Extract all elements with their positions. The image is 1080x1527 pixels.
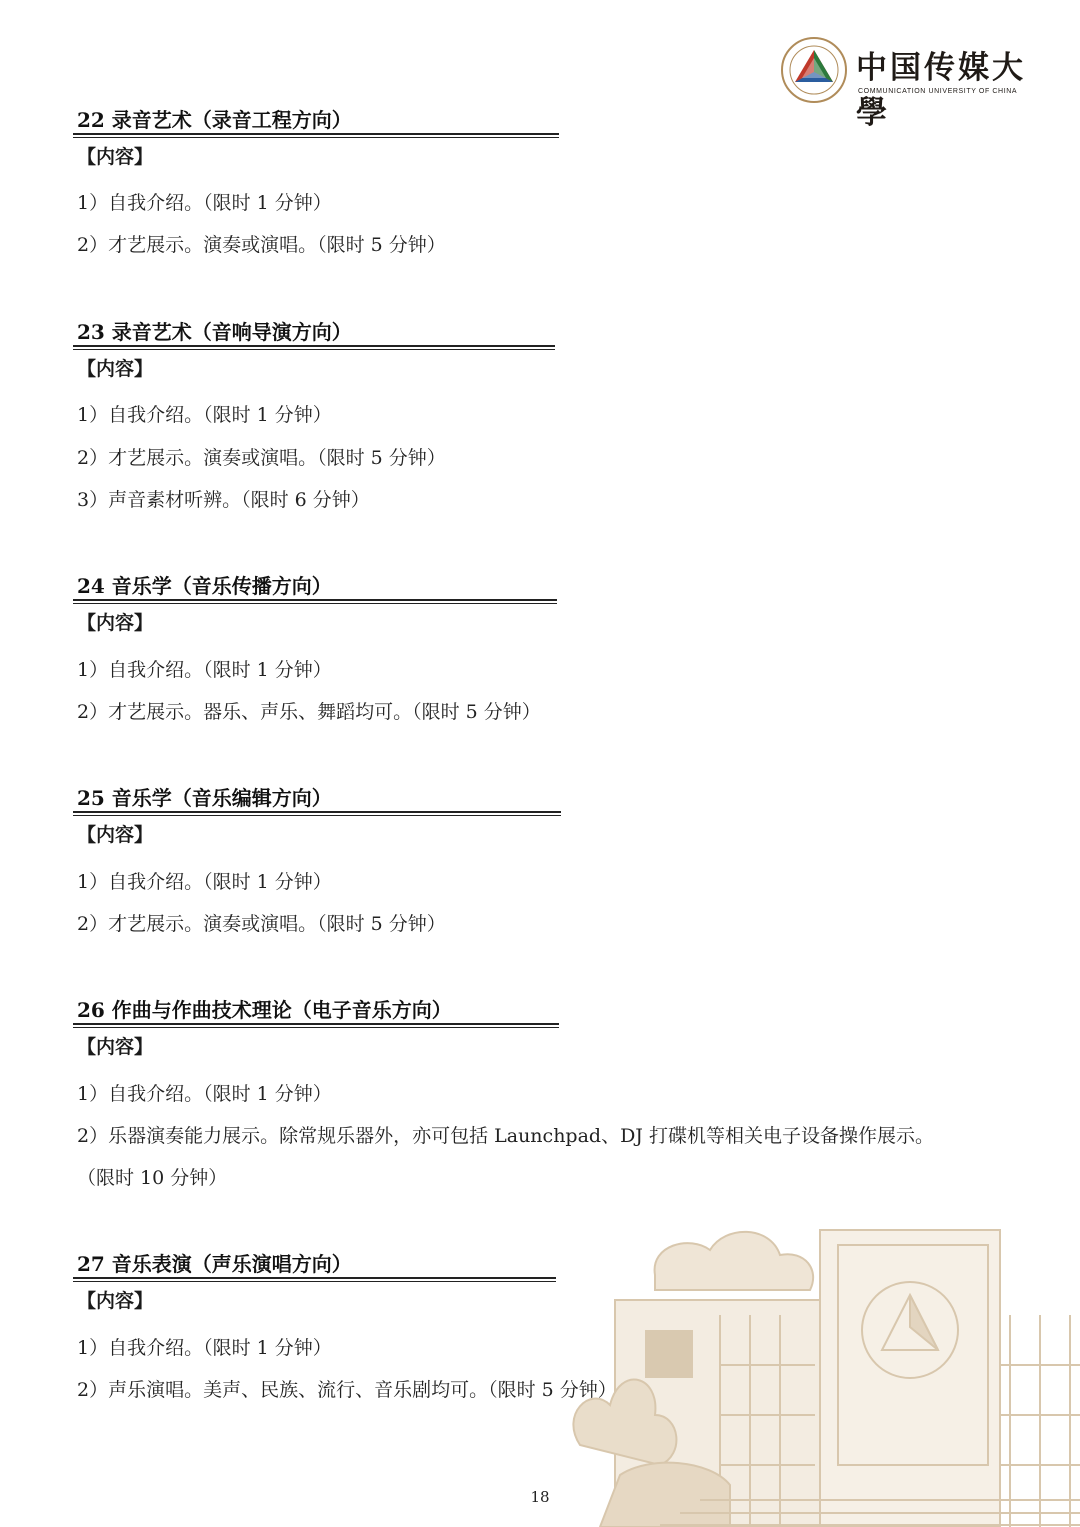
- logo-english-name: COMMUNICATION UNIVERSITY OF CHINA: [858, 88, 1018, 95]
- content-line: 1）自我介绍。（限时 1 分钟）: [77, 1337, 332, 1359]
- content-line: 2）才艺展示。演奏或演唱。（限时 5 分钟）: [77, 447, 446, 469]
- content-line: （限时 10 分钟）: [77, 1167, 228, 1189]
- content-line: 2）才艺展示。演奏或演唱。（限时 5 分钟）: [77, 913, 446, 935]
- content-line: 1）自我介绍。（限时 1 分钟）: [77, 659, 332, 681]
- content-line: 2）声乐演唱。美声、民族、流行、音乐剧均可。（限时 5 分钟）: [77, 1379, 617, 1401]
- content-line: 2）乐器演奏能力展示。除常规乐器外，亦可包括 Launchpad、DJ 打碟机等相关电子设备操作展示。: [77, 1125, 934, 1147]
- content-line: 1）自我介绍。（限时 1 分钟）: [77, 1083, 332, 1105]
- page-number: 18: [530, 1488, 550, 1506]
- section-title: 26 作曲与作曲技术理论（电子音乐方向）: [77, 998, 452, 1022]
- content-label: 【内容】: [77, 612, 154, 634]
- university-logo: [780, 36, 1030, 131]
- section-title: 22 录音艺术（录音工程方向）: [77, 108, 352, 132]
- section-divider: [73, 345, 555, 350]
- content-label: 【内容】: [77, 824, 154, 846]
- section-title: 27 音乐表演（声乐演唱方向）: [77, 1252, 352, 1276]
- content-line: 1）自我介绍。（限时 1 分钟）: [77, 404, 332, 426]
- content-label: 【内容】: [77, 146, 154, 168]
- section-divider: [73, 1277, 556, 1282]
- campus-building-illustration: [560, 1215, 1080, 1527]
- section-divider: [73, 599, 557, 604]
- content-line: 1）自我介绍。（限时 1 分钟）: [77, 871, 332, 893]
- content-label: 【内容】: [77, 358, 154, 380]
- section-title: 25 音乐学（音乐编辑方向）: [77, 786, 332, 810]
- section-divider: [73, 133, 559, 138]
- content-line: 2）才艺展示。器乐、声乐、舞蹈均可。（限时 5 分钟）: [77, 701, 541, 723]
- university-emblem-icon: [780, 36, 848, 104]
- section-title: 23 录音艺术（音响导演方向）: [77, 320, 352, 344]
- section-divider: [73, 1023, 559, 1028]
- logo-chinese-name: 中国传媒大學: [856, 50, 1026, 131]
- content-line: 1）自我介绍。（限时 1 分钟）: [77, 192, 332, 214]
- content-line: 3）声音素材听辨。（限时 6 分钟）: [77, 489, 370, 511]
- content-label: 【内容】: [77, 1036, 154, 1058]
- section-title: 24 音乐学（音乐传播方向）: [77, 574, 332, 598]
- section-divider: [73, 811, 561, 816]
- content-line: 2）才艺展示。演奏或演唱。（限时 5 分钟）: [77, 234, 446, 256]
- content-label: 【内容】: [77, 1290, 154, 1312]
